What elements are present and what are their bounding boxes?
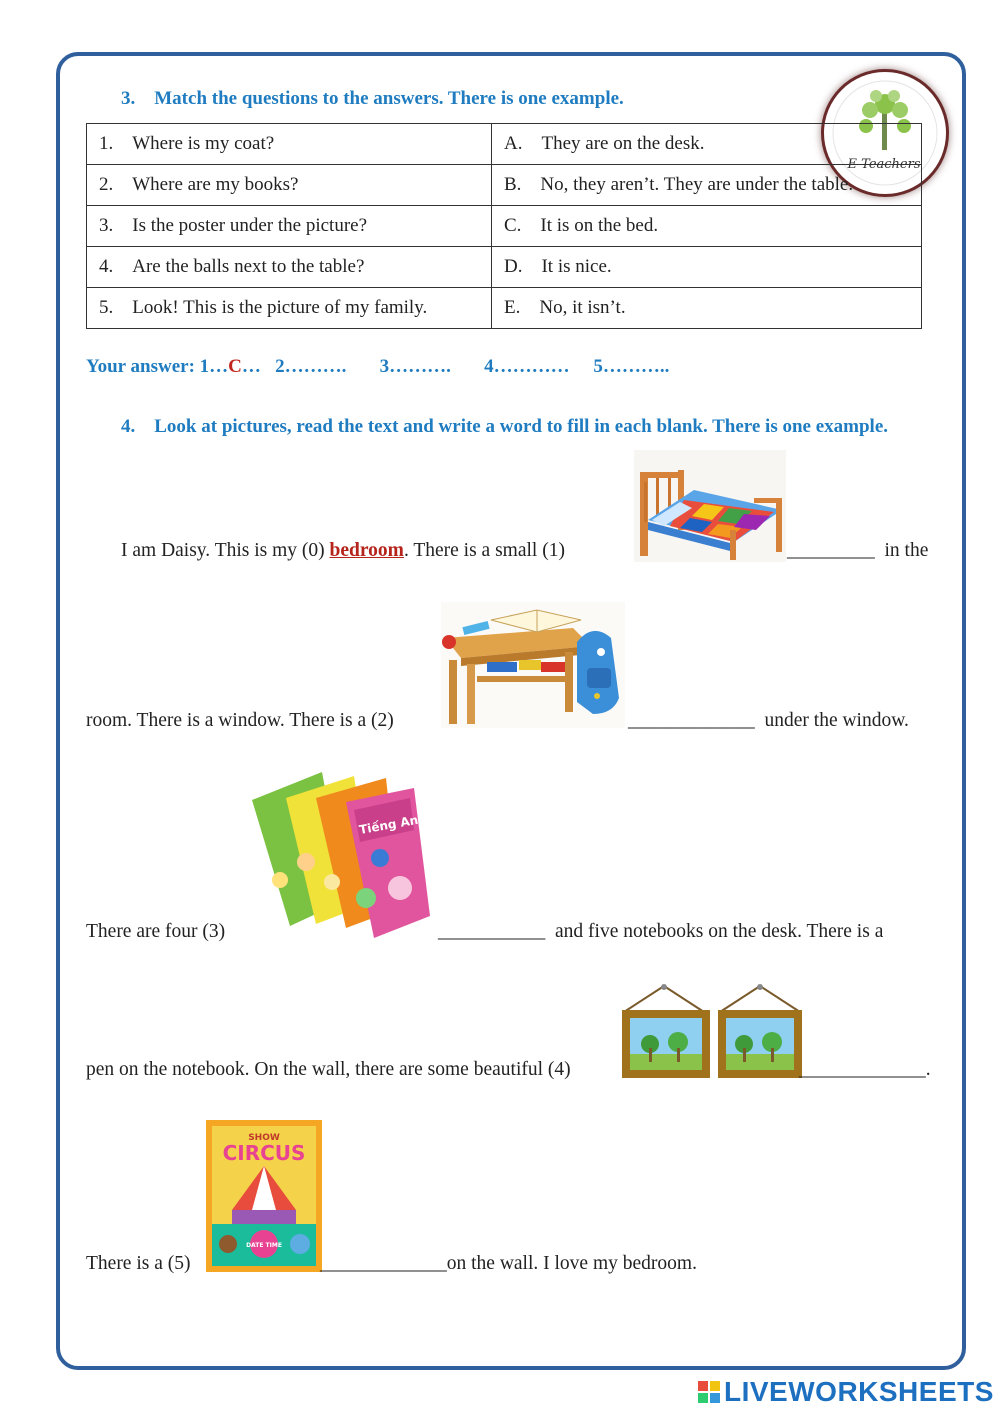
text-fragment: . There is a small (1) <box>403 540 565 561</box>
example-word: bedroom <box>329 540 404 561</box>
picture-frames <box>620 982 804 1087</box>
blank-3[interactable]: ___________ and five notebooks on the desk. There is a <box>438 921 884 942</box>
blank-2[interactable]: _____________ under the window. <box>628 710 909 731</box>
table-row <box>87 206 922 247</box>
books-title: Tiếng Anh <box>358 811 428 837</box>
desk-picture <box>441 602 625 733</box>
question-cell: 3. Is the poster under the picture? <box>87 206 492 247</box>
text-line-4: pen on the notebook. On the wall, there are some beautiful (4) <box>86 1059 571 1080</box>
answer-cell: C. It is on the bed. <box>492 206 922 247</box>
answer-example: C <box>228 356 242 377</box>
poster-title: CIRCUS <box>222 1141 306 1165</box>
table-row <box>87 124 922 165</box>
answer-cell: E. No, it isn’t. <box>492 288 922 329</box>
text-line-2: room. There is a window. There is a (2) <box>86 710 394 731</box>
text-line-1 <box>121 540 565 562</box>
question-cell: 1. Where is my coat? <box>87 124 492 165</box>
answer-cell: B. No, they aren’t. They are under the table. <box>492 165 922 206</box>
circus-poster <box>206 1120 322 1277</box>
logo-text: E-Teachers <box>847 157 921 172</box>
poster-badge: DATE TIME <box>246 1242 282 1249</box>
table-row <box>87 165 922 206</box>
bed-picture <box>634 450 786 567</box>
matching-table <box>86 123 922 329</box>
text-fragment: I am Daisy. This is my (0) <box>121 540 330 561</box>
answer-blanks[interactable]: … 2………. 3………. 4………… 5……….. <box>241 356 670 377</box>
liveworksheets-brand[interactable]: LIVEWORKSHEETS <box>724 1376 994 1407</box>
blank-1[interactable]: _________ in the <box>787 540 929 561</box>
question-cell: 2. Where are my books? <box>87 165 492 206</box>
answer-prefix: Your answer: 1… <box>86 356 229 377</box>
exercise-4-heading: 4. Look at pictures, read the text and write a word to fill in each blank. There is one example. <box>121 416 889 437</box>
your-answer-line[interactable] <box>86 356 669 378</box>
blank-5[interactable]: _____________on the wall. I love my bedroom. <box>320 1253 697 1274</box>
text-line-3: There are four (3) <box>86 921 226 942</box>
poster-top-text: SHOW <box>248 1133 280 1143</box>
exercise-3-heading: 3. Match the questions to the answers. There is one example. <box>121 88 624 109</box>
text-line-5: There is a (5) <box>86 1253 191 1274</box>
question-cell: 4. Are the balls next to the table? <box>87 247 492 288</box>
table-row <box>87 288 922 329</box>
blank-4[interactable]: _____________. <box>799 1059 931 1080</box>
liveworksheets-logo-icon <box>698 1381 720 1403</box>
answer-cell: D. It is nice. <box>492 247 922 288</box>
table-row <box>87 247 922 288</box>
question-cell: 5. Look! This is the picture of my family. <box>87 288 492 329</box>
answer-cell: A. They are on the desk. <box>492 124 922 165</box>
books-picture <box>250 770 440 945</box>
